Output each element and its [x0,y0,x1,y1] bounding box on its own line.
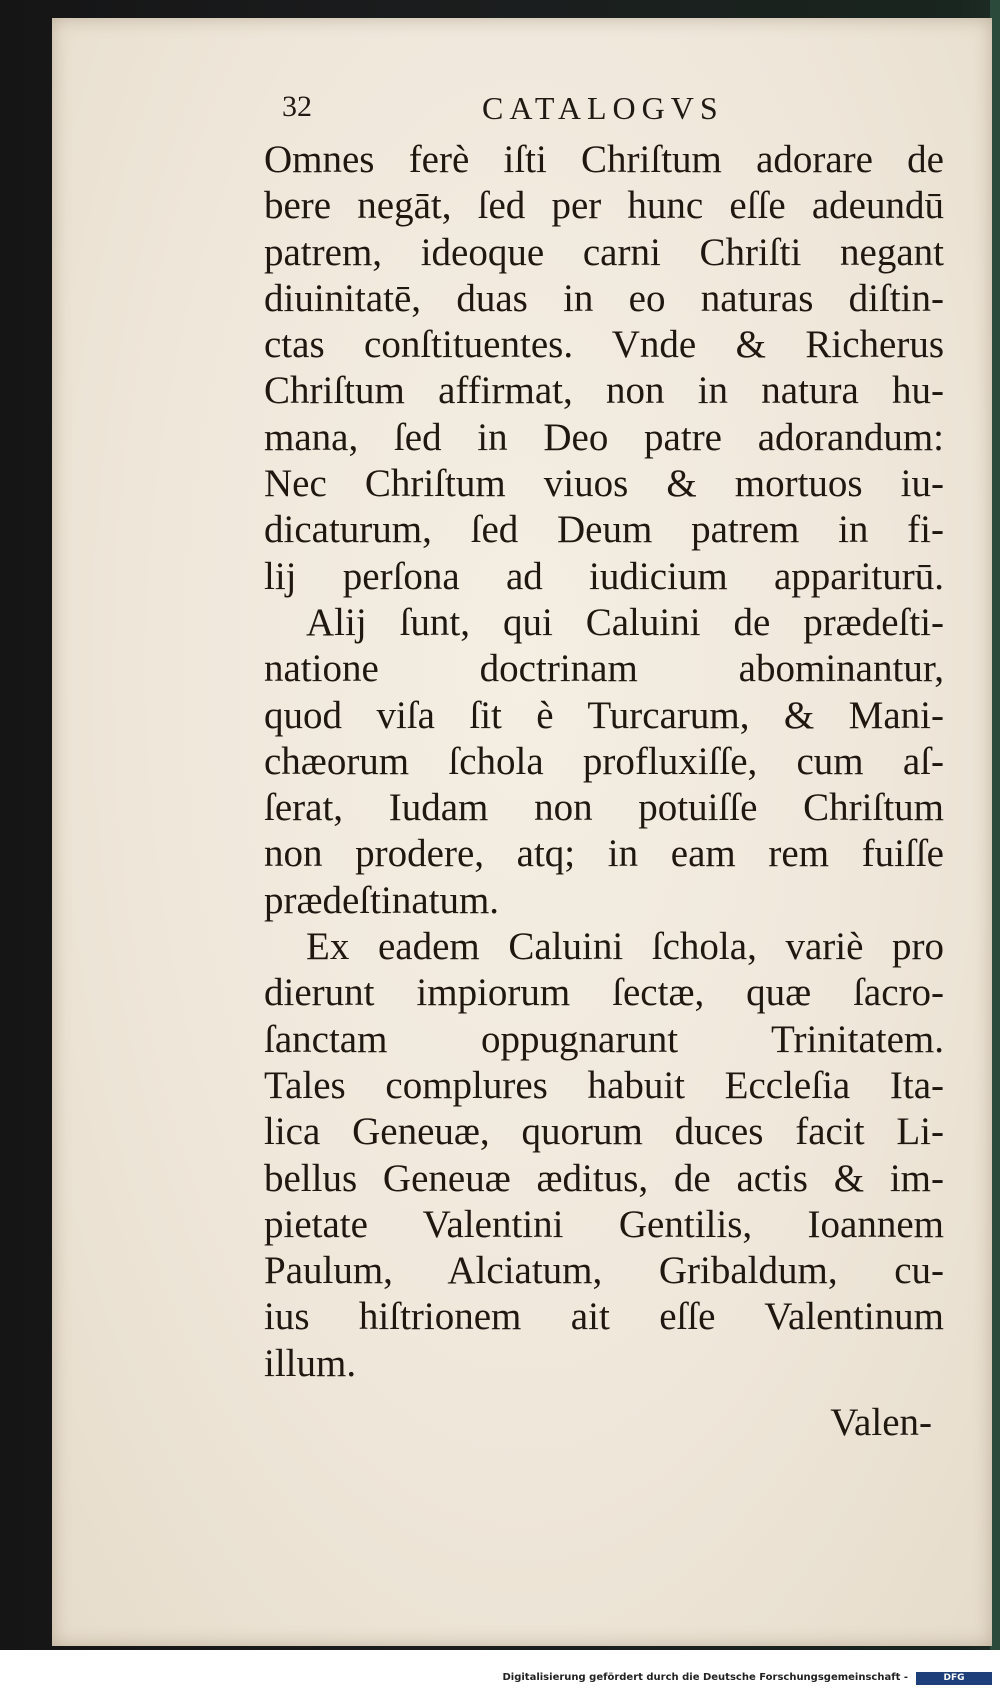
dfg-logo: DFG [916,1672,992,1685]
page-number: 32 [282,90,312,123]
text-line: ſanctam oppugnarunt Trinitatem. [264,1017,944,1061]
text-line: pietate Valentini Gentilis, Ioannem [264,1202,944,1246]
body-text [264,137,944,1387]
text-line: ſerat, Iudam non potuiſſe Chriſtum [264,786,944,830]
text-line: Ex eadem Caluini ſchola, variè pro [306,925,944,969]
running-head: CATALOGVS [482,90,724,126]
text-line: bere negāt, ſed per hunc eſſe adeundū [264,184,944,228]
text-line: lij perſona ad iudicium appariturū. [264,554,944,598]
text-line: quod viſa ſit è Turcarum, & Mani- [264,693,944,737]
text-line: ctas conſtituentes. Vnde & Richerus [264,323,944,367]
funding-credit: Digitalisierung gefördert durch die Deutsche Forschungsgemeinschaft - [502,1672,908,1683]
text-line: ius hiſtrionem ait eſſe Valentinum [264,1295,944,1339]
text-line: chæorum ſchola profluxiſſe, cum aſ- [264,739,944,783]
text-line: mana, ſed in Deo patre adorandum: [264,415,944,459]
digitization-footer [0,1650,1000,1690]
catchword-row [264,1400,944,1450]
text-line: Omnes ferè iſti Chriſtum adorare de [264,138,944,181]
catchword: Valen- [830,1401,932,1444]
text-line: Alij ſunt, qui Caluini de prædeſti- [306,600,944,644]
text-line: Nec Chriſtum viuos & mortuos iu- [264,462,944,506]
text-line: Chriſtum affirmat, non in natura hu- [264,369,944,413]
text-line: bellus Geneuæ æditus, de actis & im- [264,1156,944,1200]
text-line: non prodere, atq; in eam rem fuiſſe [264,832,944,876]
text-line: natione doctrinam abominantur, [264,647,944,691]
page-header [282,90,922,134]
text-line: dicaturum, ſed Deum patrem in fi- [264,508,944,552]
text-line: Tales complures habuit Eccleſia Ita- [264,1063,944,1107]
text-line: prædeſtinatum. [264,878,500,922]
text-line: patrem, ideoque carni Chriſti negant [264,230,944,274]
text-line: diuinitatē, duas in eo naturas diſtin- [264,276,944,320]
text-line: Paulum, Alciatum, Gribaldum, cu- [264,1249,944,1293]
text-line: lica Geneuæ, quorum duces facit Li- [264,1110,944,1154]
text-line: dierunt impiorum ſectæ, quæ ſacro- [264,971,944,1015]
text-line: illum. [264,1341,357,1385]
